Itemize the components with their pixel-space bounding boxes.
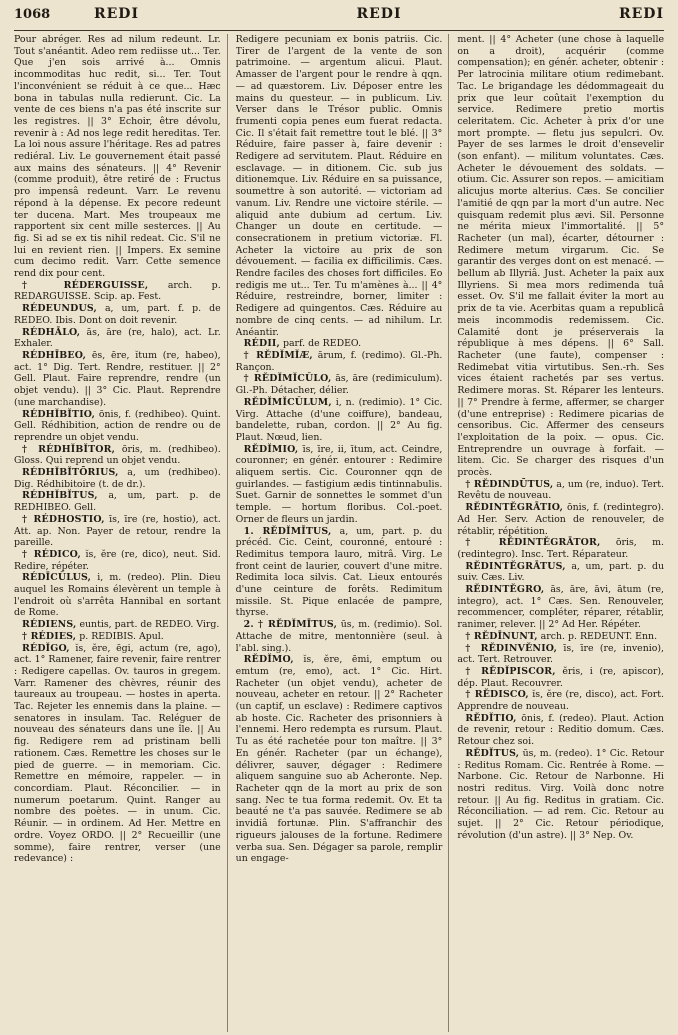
dictionary-entry xyxy=(457,537,664,560)
dictionary-entry xyxy=(236,526,443,620)
entry-headword: RÉDHĬBĬTUS, xyxy=(22,490,98,502)
dictionary-entry xyxy=(236,654,443,865)
dictionary-entry xyxy=(14,350,221,409)
entry-text: īs, īre, ii, ītum, act. Ceindre, couronner; en génér. entourer : Redimire aliquem sertis. Cic. Couronner qqn de guirlandes. — fastigium ædis tintinnabulis. Suet. Garnir de sonnettes le sommet d'un temple. — hortum floribus. Col.-poet. Orner de fleurs un jardin. xyxy=(235,443,443,525)
entry-text: arch. p. REDARGUISSE. Scip. ap. Fest. xyxy=(14,279,221,303)
entry-text: ās, āre (redimiculum). Gl.-Ph. Détacher, délier. xyxy=(235,373,443,397)
entry-headword: † RÉDERGUISSE, xyxy=(22,279,149,291)
dictionary-entry xyxy=(236,34,443,338)
entry-text: arch. p. REDEUNT. Enn. xyxy=(540,630,658,642)
running-headword-left: REDI xyxy=(94,6,139,22)
entry-text: Redigere pecuniam ex bonis patriis. Cic. Tirer de l'argent de la vente de son patrimoine. — argentum alicui. Plaut. Amasser de l'argent pour le rendre à qqn. — ad quæstorem. Liv. Déposer entre les mains du questeur. — in publicum. Liv. Verser dans le Trésor public. Omnis frumenti copia penes eum fuerat redacta. Cic. Il s'était fait remettre tout le blé. || 3° Réduire, faire passer à, faire devenir : Redigere ad servitutem. Plaut. Réduire en esclavage. — in ditionem. Cic. sub jus ditionemque. Liv. Réduire en sa puissance, soumettre à son autorité. — victoriam ad vanum. Liv. Rendre une victoire stérile. — aliquid ante dubium ad certum. Liv. Changer un doute en certitude. — consecrationem in pretium victoriæ. Fl. Acheter la victoire au prix de son dévouement. — facilia ex difficilimis. Cæs. Rendre faciles des choses fort difficiles. Eo redigis me ut... Ter. Tu m'amènes à... || 4° Réduire, restreindre, borner, limiter : Redigere ad quingentos. Cæs. Réduire au nombre de cinq cents. — ad nihilum. Lr. Anéantir. xyxy=(235,34,443,338)
entry-text: ōnis, f. (redhibeo). Quint. Gell. Rédhibition, action de rendre ou de reprendre un objet vendu. xyxy=(14,408,221,443)
entry-text: ōris, m. (redintegro). Insc. Tert. Réparateur. xyxy=(457,537,664,560)
dictionary-entry xyxy=(14,467,221,490)
dictionary-entry xyxy=(457,643,664,666)
entry-text: a, um (re, induo). Tert. Revêtu de nouveau. xyxy=(457,478,664,502)
entry-headword: RÉDHĬBĬTIO, xyxy=(22,408,96,420)
entry-text: ment. || 4° Acheter (une chose à laquelle on a droit), acquérir (comme compensation); en génér. acheter, obtenir : Per latrocinia militare otium redimebant. Tac. Le brigandage les dédommageait du prix que leur coûtait l'exemption du service. Redimere pretio mortis celeritatem. Cic. Acheter à prix d'or une mort prompte. — fletu jus sepulcri. Ov. Payer de ses larmes le droit d'ensevelir (son enfant). — militum voluntates. Cæs. Acheter le dévouement des soldats. — otium. Cic. Assurer son repos. — amicitiam alicujus morte alterius. Cæs. Se concilier l'amitié de qqn par la mort d'un autre. Nec quisquam redemit plus ævi. Sil. Personne ne mérita mieux l'immortalité. || 5° Racheter (un mal), écarter, détourner : Redimere metum virgarum. Cic. Se garantir des verges dont on est menacé. — bellum ab Illyriâ. Just. Acheter la paix aux Illyriens. Si mea mors redimenda tuâ esset. Ov. S'il me fallait éviter la mort au prix de ta vie. Acerbitas quam a republicâ meis incommodis redemissem. Cic. Calamité dont je préserverais la république à mes dépens. || 6° Sall. Racheter (une faute), compenser : Redimebat vitia virtutibus. Sen.-rh. Ses vices étaient rachetés par ses vertus. Redimere moras. St. Réparer les lenteurs. || 7° Prendre à ferme, affermer, se charger (d'une entreprise) : Redimere picarias de censoribus. Cic. Affermer des censeurs l'exploitation de la poix. — opus. Cic. Entreprendre un ouvrage à forfait. — litem. Cic. Se charger des risques d'un procès. xyxy=(457,34,664,479)
dictionary-entry xyxy=(14,280,221,303)
entry-text: ūs, m. (redeo). 1° Cic. Retour : Reditus Romam. Cic. Rentrée à Rome. — Narbone. Cic. Retour de Narbonne. Hi nostri reditus. Virg. Voilà donc notre retour. || Au fig. Reditus in gratiam. Cic. Réconciliation. — ad rem. Cic. Retour au sujet. || 2° Cic. Retour périodique, révolution (d'un astre). || 3° Nep. Ov. xyxy=(457,747,664,841)
entry-headword: † RĔDĬMĬCŬLO, xyxy=(243,373,332,385)
dictionary-entry xyxy=(14,490,221,513)
entry-text: īs, īre (re, invenio), act. Tert. Retrouver. xyxy=(457,642,664,666)
entry-headword: RÉDĪCŬLUS, xyxy=(22,572,92,584)
dictionary-entry xyxy=(236,338,443,350)
dictionary-entry xyxy=(457,713,664,748)
entry-headword: † RĔDISCO, xyxy=(465,689,529,701)
entry-text: ōris, m. (redhibeo). Gloss. Qui reprend un objet vendu. xyxy=(14,443,221,467)
dictionary-entry xyxy=(14,327,221,350)
entry-headword: RĔDĬMIO, xyxy=(243,443,299,455)
entry-headword: 2. † RĔDĬMĪTUS, xyxy=(243,619,338,631)
dictionary-entry xyxy=(14,572,221,619)
dictionary-entry xyxy=(236,373,443,396)
dictionary-entry xyxy=(457,689,664,712)
page-header xyxy=(14,6,664,31)
entry-text: p. REDIBIS. Apul. xyxy=(79,630,164,642)
entry-text: i, n. (redimio). 1° Cic. Virg. Attache (d'une coiffure), bandeau, bandelette, ruban, cordon. || 2° Au fig. Plaut. Nœud, lien. xyxy=(235,396,443,443)
entry-headword: RÉDĬGO, xyxy=(22,642,70,654)
dictionary-entry xyxy=(236,619,443,654)
entry-text: ĭs, ĕre (re, dico), neut. Sid. Redire, répéter. xyxy=(14,548,221,572)
entry-headword: † RÉDIES, xyxy=(22,630,77,642)
entry-headword: † RĔDINDŪTUS, xyxy=(465,478,554,490)
entry-text: ĭs, ĕre (re, disco), act. Fort. Apprendre de nouveau. xyxy=(457,689,664,713)
column-3 xyxy=(457,34,664,1032)
entry-text: i, m. (redeo). Plin. Dieu auquel les Romains élevèrent un temple à l'endroit où s'arrêta Hannibal en sortant de Rome. xyxy=(14,572,221,619)
dictionary-entry xyxy=(14,34,221,280)
dictionary-entry xyxy=(14,409,221,444)
entry-headword: RÉDIENS, xyxy=(22,619,77,631)
dictionary-entry xyxy=(14,643,221,865)
dictionary-entry xyxy=(457,584,664,631)
dictionary-entry xyxy=(457,502,664,537)
entry-headword: RĔDINTĔGRO, xyxy=(465,584,545,596)
entry-headword: † RĔDĬMĬÆ, xyxy=(243,349,313,361)
entry-headword: RĔDĬMĬCŬLUM, xyxy=(243,396,332,408)
entry-text: ārum, f. (redimo). Gl.-Ph. Rançon. xyxy=(235,349,443,373)
entry-headword: † RÉDHĬBĬTOR, xyxy=(22,443,116,455)
entry-headword: RĔDINTĔGRĀTIO, xyxy=(465,502,564,514)
running-headword-center: REDI xyxy=(356,6,402,22)
dictionary-entry xyxy=(14,631,221,643)
entry-text: a, um, part. p. du précéd. Cic. Ceint, couronné, entouré : Redimitus tempora lauro, mitrâ. Virg. Le front ceint de laurier, couvert d'une mitre. Redimita loca silvis. Cat. Lieux entourés d'une ceinture de forêts. Redimitum missile. St. Pique enlacée de pampre, thyrse. xyxy=(235,525,443,619)
entry-headword: † RÉDICO, xyxy=(22,548,81,560)
dictionary-entry xyxy=(457,34,664,479)
dictionary-entry xyxy=(457,561,664,584)
dictionary-entry xyxy=(236,397,443,444)
column-2 xyxy=(236,34,450,1032)
entry-headword: RÉDHĪBEO, xyxy=(22,349,87,361)
entry-text: a, um, part. p. de REDHIBEO. Gell. xyxy=(14,490,221,514)
dictionary-entry xyxy=(14,303,221,326)
column-1 xyxy=(14,34,228,1032)
entry-text: Pour abréger. Res ad nilum redeunt. Lr. Tout s'anéantit. Adeo rem rediisse ut... Ter. Que j'en sois arrivé à... Omnis incommoditas huc redit, si... Ter. Tout l'inconvénient se réduit à ce que... Hæc bona in tabulas nulla redierunt. Cic. La vente de ces biens n'a pas été inscrite sur les registres. || 3° Echoir, être dévolu, revenir à : Ad nos lege redit hereditas. Ter. La loi nous assure l'héritage. Res ad patres rediéral. Liv. Le gouvernement était passé aux mains des sénateurs. || 4° Revenir (comme produit), être retiré de : Fructus pro impensâ redeunt. Varr. Le revenu répond à la dépense. Ex pecore redeunt ter ducena. Mart. Mes troupeaux me rapportent six cent mille sesterces. || Au fig. Si ad se ex tis nihil redeat. Cic. S'il ne lui en revient rien. || Impers. Ex semine cum decimo redit. Varr. Cette semence rend dix pour cent. xyxy=(14,34,221,280)
entry-text: ās, āre, āvi, ātum (re, integro), act. 1° Cæs. Sen. Renouveler, recommencer, compléter, réparer, rétablir, ranimer, relever. || 2° Ad Her. Répéter. xyxy=(457,584,664,631)
dictionary-entry xyxy=(457,631,664,643)
entry-headword: † RĔDINVĔNIO, xyxy=(465,642,558,654)
entry-text: a, um, part. p. du suiv. Cæs. Liv. xyxy=(457,560,664,584)
dictionary-entry xyxy=(14,514,221,549)
entry-headword: † RĔDĬPISCOR, xyxy=(465,665,556,677)
dictionary-entry xyxy=(236,444,443,526)
dictionary-entry xyxy=(14,619,221,631)
page-number: 1068 xyxy=(14,7,51,22)
entry-headword: RĔDĬTIO, xyxy=(465,712,517,724)
entry-headword: RĔDĬTUS, xyxy=(465,747,520,759)
columns xyxy=(14,34,664,1032)
dictionary-entry xyxy=(14,444,221,467)
entry-text: ĭs, ĕre, ēmi, emptum ou emtum (re, emo), act. 1° Cic. Hirt. Racheter (un objet vendu), acheter de nouveau, acheter en retour. || 2° Racheter (un captif, un esclave) : Redimere captivos ab hoste. Cic. Racheter des prisonniers à l'ennemi. Hero redempta es rursum. Plaut. Tu as été rachetée pour ton maître. || 3° En génér. Racheter (par un échange), délivrer, sauver, dégager : Redimere aliquem sanguine suo ab Acheronte. Nep. Racheter qqn de la mort au prix de son sang. Nec te tua forma redemit. Ov. Et ta beauté ne t'a pas sauvée. Redimere se ab invidiâ fortunæ. Plin. S'affranchir des rigueurs jalouses de la fortune. Redimere verba sua. Sen. Dégager sa parole, remplir un engage- xyxy=(235,654,443,865)
entry-text: ōnis, f. (redintegro). Ad Her. Serv. Action de renouveler, de rétablir, répétition. xyxy=(457,502,664,537)
dictionary-entry xyxy=(457,479,664,502)
dictionary-entry xyxy=(14,549,221,572)
running-headword-right: REDI xyxy=(619,6,664,22)
entry-headword: † RĔDĪNUNT, xyxy=(465,630,538,642)
entry-headword: RĔDINTĔGRĀTUS, xyxy=(465,560,566,572)
entry-headword: RÉDHĀLO, xyxy=(22,326,81,338)
entry-headword: RÉDEUNDUS, xyxy=(22,303,97,315)
entry-text: a, um (redhibeo). Dig. Rédhibitoire (t. de dr.). xyxy=(14,467,221,490)
entry-text: euntis, part. de REDEO. Virg. xyxy=(79,619,220,631)
entry-text: ūs, m. (redimio). Sol. Attache de mitre, mentonnière (seul. à l'abl. sing.). xyxy=(235,619,443,654)
entry-headword: RÉDII, xyxy=(243,338,280,350)
entry-headword: † RĔDINTĔGRĀTOR, xyxy=(465,537,601,549)
dictionary-entry xyxy=(236,350,443,373)
entry-text: parf. de REDEO. xyxy=(282,338,362,350)
entry-text: a, um, part. f. p. de REDEO. Ibis. Dont on doit revenir. xyxy=(14,303,221,326)
entry-text: ĭs, ĕre, ēgi, actum (re, ago), act. 1° Ramener, faire revenir, faire rentrer : Redigere capellas. Ov. tauros in gregem. Varr. Ramener des chèvres, réunir des taureaux au troupeau. — hostes in aperta. Tac. Rejeter les ennemis dans la plaine. — senatores in insulam. Tac. Reléguer de nouveau des sénateurs dans une île. || Au fig. Redigere rem ad pristinam belli rationem. Cæs. Remettre les choses sur le pied de guerre. — in memoriam. Cic. Remettre en mémoire, rappeler. — in concordiam. Plaut. Réconcilier. — in numerum poetarum. Quint. Ranger au nombre des poètes. — in unum. Cic. Réunir. — in ordinem. Ad Her. Mettre en ordre. Voyez ORDO. || 2° Recueillir (une somme), faire rentrer, verser (une redevance) : xyxy=(14,642,221,865)
dictionary-entry xyxy=(457,748,664,842)
entry-text: ās, āre (re, halo), act. Lr. Exhaler. xyxy=(14,326,221,350)
entry-text: ĕris, i (re, apiscor), dép. Plaut. Recouvrer. xyxy=(457,665,664,689)
entry-text: ōnis, f. (redeo). Plaut. Action de revenir, retour : Reditio domum. Cæs. Retour chez soi. xyxy=(457,712,664,748)
entry-text: ēs, ēre, ĭtum (re, habeo), act. 1° Dig. Tert. Rendre, restituer. || 2° Gell. Plaut. Faire reprendre, rendre (un objet vendu). || 3° Cic. Plaut. Reprendre (une marchandise). xyxy=(14,349,221,408)
entry-headword: † RÉDHOSTIO, xyxy=(22,513,105,525)
entry-headword: RĔDĬMO, xyxy=(243,654,294,666)
entry-headword: RÉDHĬBĬTŌRIUS, xyxy=(22,467,119,479)
dictionary-entry xyxy=(457,666,664,689)
entry-headword: 1. RĔDĬMĪTUS, xyxy=(243,525,332,537)
entry-text: īs, īre (re, hostio), act. Att. ap. Non. Payer de retour, rendre la pareille. xyxy=(14,513,221,549)
